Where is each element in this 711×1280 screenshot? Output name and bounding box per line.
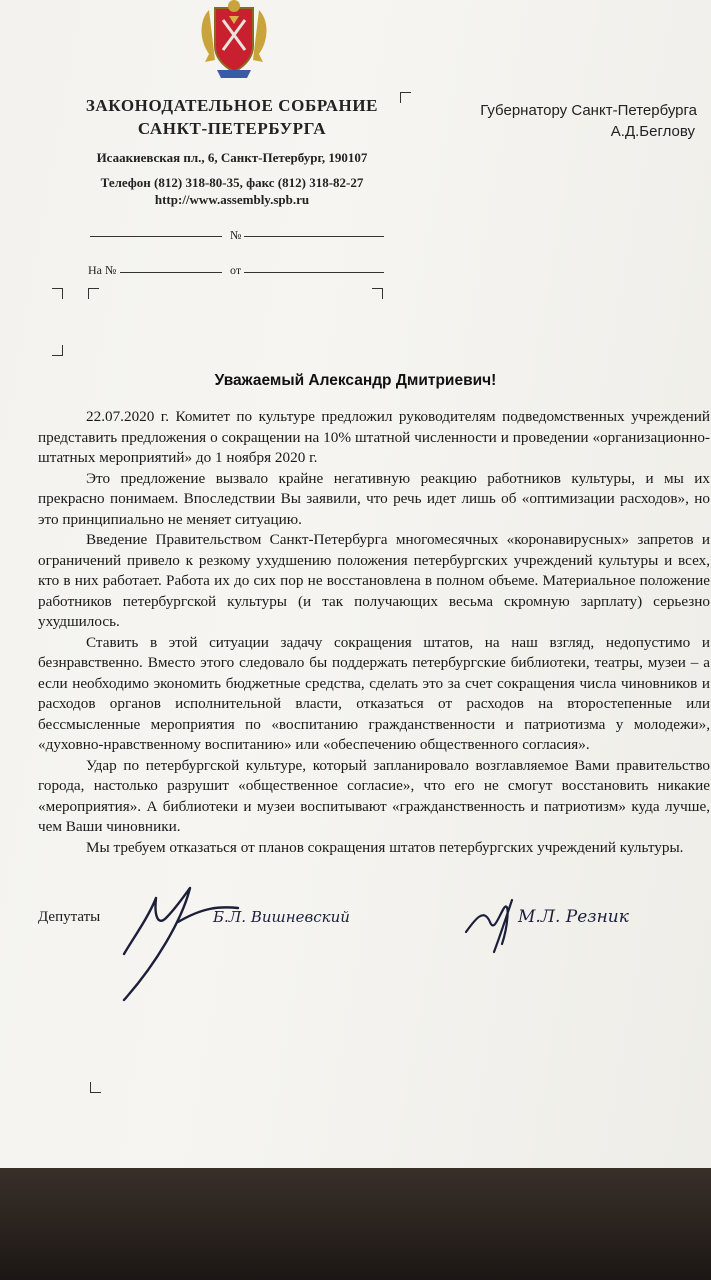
reg-number-line — [244, 236, 384, 237]
paragraph: Мы требуем отказаться от планов сокращения штатов петербургских учреждений культуры. — [86, 838, 684, 856]
coat-of-arms-icon — [195, 0, 273, 80]
svg-text:Б.Л. Вишневский: Б.Л. Вишневский — [213, 908, 350, 926]
svg-text:М.Л. Резник: М.Л. Резник — [518, 907, 629, 927]
org-address: Исаакиевская пл., 6, Санкт-Петербург, 190107 — [96, 150, 368, 165]
signature-vishnevsky — [118, 878, 368, 1003]
corner-mark — [88, 288, 99, 299]
ref-from-label: от — [230, 263, 242, 277]
reg-date-line — [90, 236, 222, 237]
org-phone: Телефон (812) 318-80-35, факс (812) 318-82-27 — [100, 175, 364, 190]
letter-body — [38, 407, 710, 858]
corner-mark — [52, 288, 63, 299]
corner-mark — [90, 1082, 101, 1093]
ref-date-line — [244, 272, 384, 273]
addressee-name: А.Д.Беглову — [610, 123, 695, 140]
corner-mark — [400, 92, 411, 103]
reg-number-label: № — [230, 228, 242, 242]
signature-reznik — [462, 878, 672, 958]
corner-mark — [372, 288, 383, 299]
paragraph: Удар по петербургской культуре, который запланировало возглавляемое Вами правительство города, настолько разрушит «общественное согласие», что его не смогут восстановить никакие «мероприятия». А библиотеки и музеи воспитывают «гражданственность и патриотизм» куда лучше, чем Ваши чиновники. — [38, 756, 710, 835]
paragraph: Введение Правительством Санкт-Петербурга многомесячных «коронавирусных» запретов и ограничений привело к резкому ухудшению положения петербургских учреждений культуры и всех, кто в них работает. Работа их до сих пор не восстановлена в полном объеме. Материальное положение работников петербургской культуры (и так получающих весьма скромную зарплату) серьезно ухудшилось. — [38, 531, 710, 630]
addressee-title: Губернатору Санкт-Петербурга — [480, 102, 697, 119]
corner-mark — [52, 345, 63, 356]
ref-number-line — [120, 272, 222, 273]
signatories-label: Депутаты — [38, 909, 101, 925]
paragraph: Ставить в этой ситуации задачу сокращения штатов, на наш взгляд, недопустимо и безнравственно. Вместо этого следовало бы поддержать петербургские библиотеки, театры, музеи – а если необходимо экономить бюджетные средства, сделать это за счет сокращения числа чиновников и расходов органов исполнительной власти, отказаться от расходов на второстепенные или бессмысленные мероприятия по «воспитанию гражданственности и патриотизма у молодежи», «духовно-нравственному воспитанию» или «обеспечению общественного согласия». — [38, 633, 710, 753]
org-name-line1: ЗАКОНОДАТЕЛЬНОЕ СОБРАНИЕ — [85, 96, 379, 115]
paragraph: 22.07.2020 г. Комитет по культуре предложил руководителям подведомственных учреждений представить предложения о сокращении на 10% штатной численности и проведении «организационно-штатных мероприятий» до 1 ноября 2020 г. — [38, 408, 710, 466]
paragraph: Это предложение вызвало крайне негативную реакцию работников культуры, и мы их прекрасно понимаем. Впоследствии Вы заявили, что речь идет лишь об «оптимизации расходов», но это принципиально не меняет ситуацию. — [38, 469, 710, 528]
ref-number-label: На № — [88, 263, 117, 277]
greeting: Уважаемый Александр Дмитриевич! — [214, 372, 497, 389]
desk-background — [0, 1165, 711, 1280]
org-name-line2: САНКТ-ПЕТЕРБУРГА — [137, 119, 327, 138]
org-website: http://www.assembly.spb.ru — [154, 192, 310, 207]
